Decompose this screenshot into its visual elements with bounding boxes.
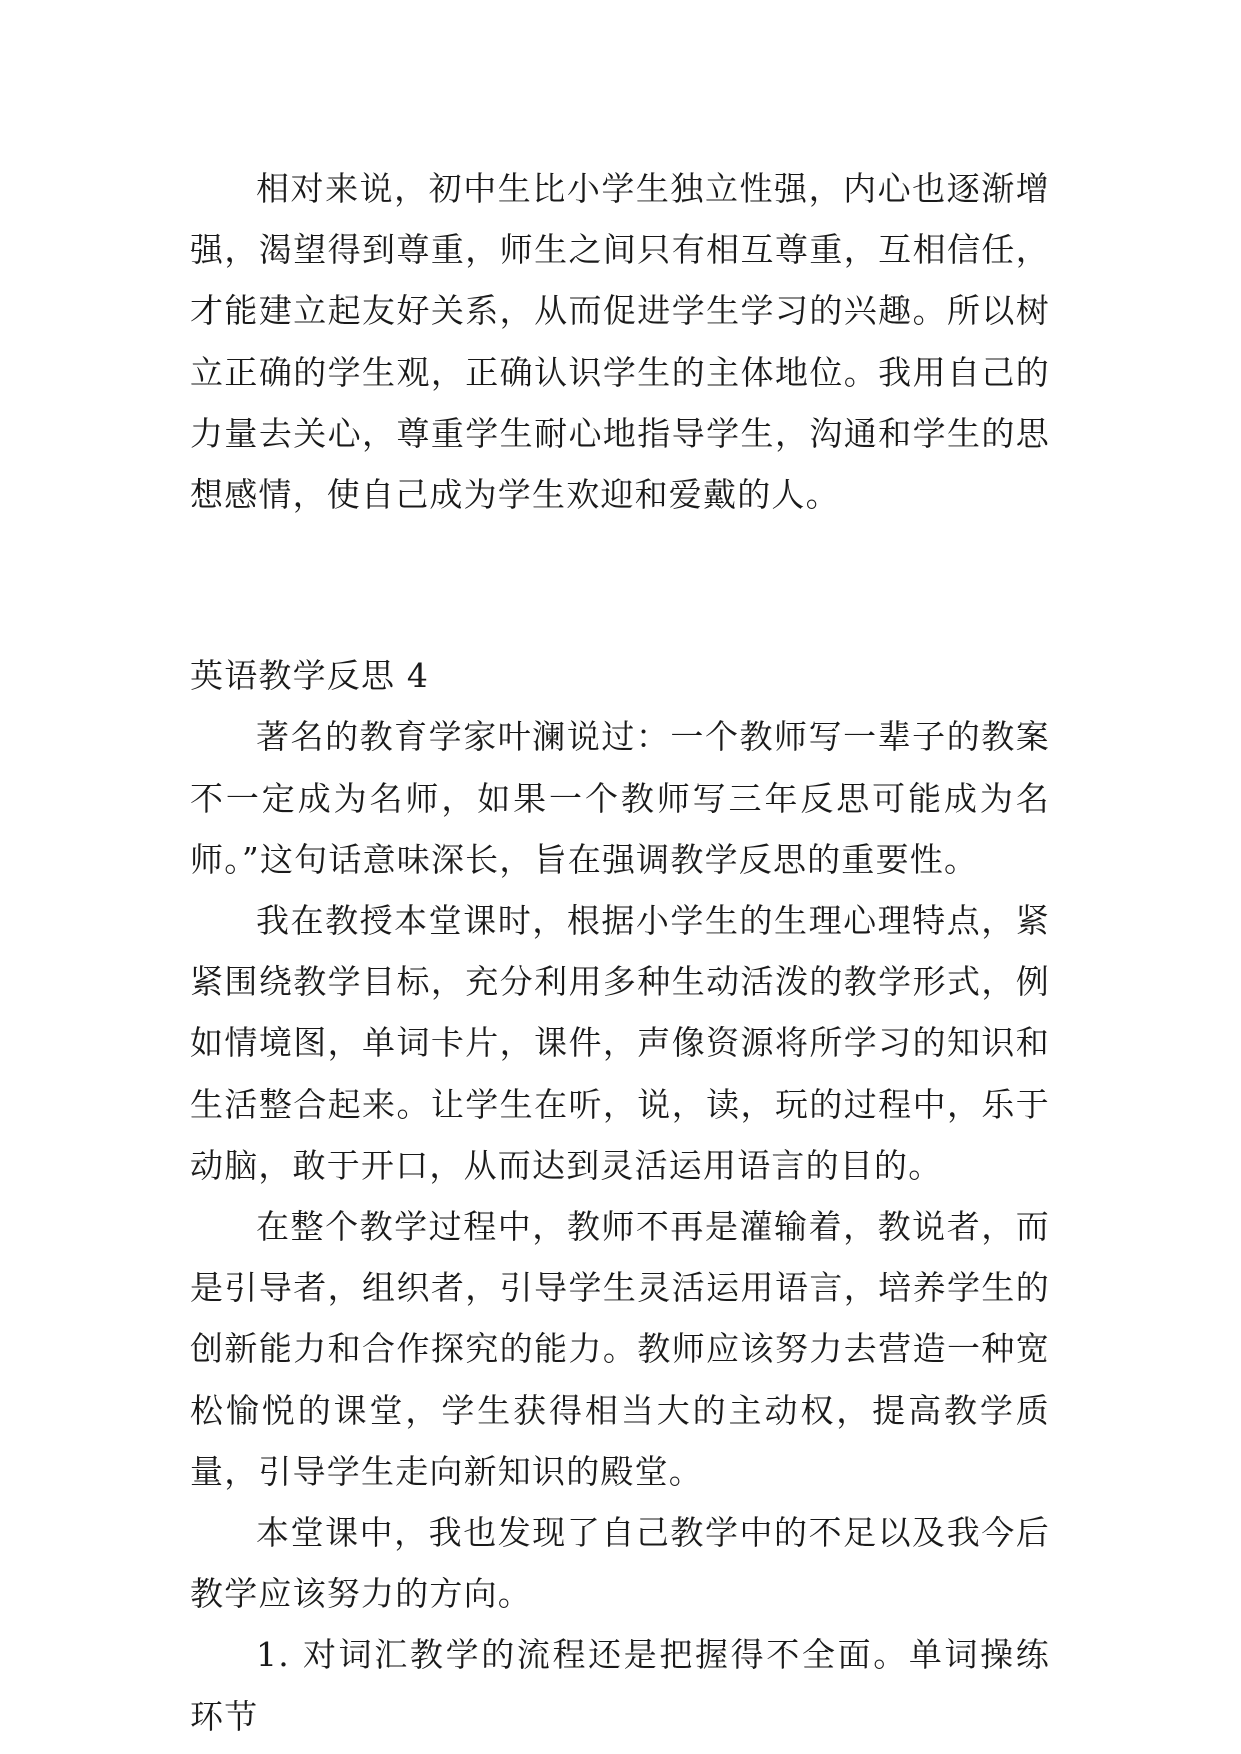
section-title: 英语教学反思 4: [190, 656, 430, 696]
paragraph-spacer: [190, 525, 1050, 645]
document-body: [190, 158, 1050, 1747]
paragraph: 1. 对词汇教学的流程还是把握得不全面。单词操练环节: [190, 1635, 1050, 1736]
paragraph: 著名的教育学家叶澜说过：一个教师写一辈子的教案不一定成为名师，如果一个教师写三年反思可能成为名师。”这句话意味深长，旨在强调教学反思的重要性。: [190, 717, 1050, 879]
paragraph: 相对来说，初中生比小学生独立性强，内心也逐渐增强，渴望得到尊重，师生之间只有相互尊重，互相信任，才能建立起友好关系，从而促进学生学习的兴趣。所以树立正确的学生观，正确认识学生的主体地位。我用自己的力量去关心，尊重学生耐心地指导学生，沟通和学生的思想感情，使自己成为学生欢迎和爱戴的人。: [190, 169, 1050, 515]
paragraph: 本堂课中，我也发现了自己教学中的不足以及我今后教学应该努力的方向。: [190, 1513, 1050, 1614]
paragraph: 我在教授本堂课时，根据小学生的生理心理特点，紧紧围绕教学目标，充分利用多种生动活泼的教学形式，例如情境图，单词卡片，课件，声像资源将所学习的知识和生活整合起来。让学生在听，说，读，玩的过程中，乐于动脑，敢于开口，从而达到灵活运用语言的目的。: [190, 901, 1050, 1185]
paragraph: 在整个教学过程中，教师不再是灌输着，教说者，而是引导者，组织者，引导学生灵活运用语言，培养学生的创新能力和合作探究的能力。教师应该努力去营造一种宽松愉悦的课堂，学生获得相当大的主动权，提高教学质量，引导学生走向新知识的殿堂。: [190, 1207, 1050, 1491]
